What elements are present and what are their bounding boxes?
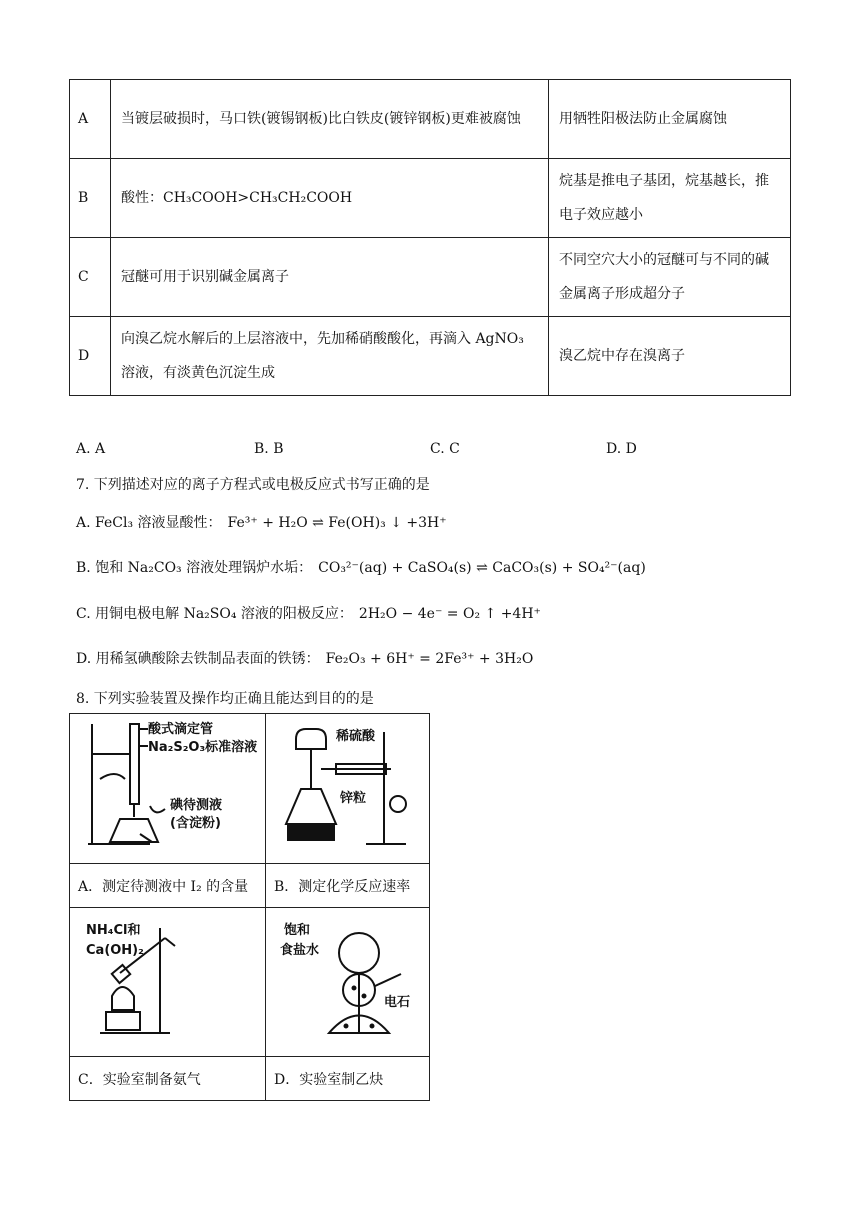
choice-b[interactable]: B. B: [254, 441, 284, 457]
choice-c[interactable]: C. C: [430, 441, 460, 457]
option-prefix: C.: [76, 606, 96, 622]
row-letter: A: [70, 80, 111, 159]
row-explanation: 溴乙烷中存在溴离子: [549, 317, 791, 396]
table-row: [70, 159, 791, 238]
option-text: 饱和 Na₂CO₃ 溶液处理锅炉水垢：: [95, 560, 313, 576]
caption-c-cell: [69, 1056, 266, 1101]
caption-a-cell: [69, 863, 266, 908]
option-equation: 2H₂O − 4e⁻ = O₂ ↑ +4H⁺: [358, 606, 541, 622]
reaction-rate-apparatus-icon: [266, 714, 429, 863]
fig-c-label-1: NH₄Cl和: [86, 923, 141, 938]
fig-d-label-2: 食盐水: [280, 943, 320, 958]
question7-stem: 7. 下列描述对应的离子方程式或电极反应式书写正确的是: [76, 477, 430, 493]
row-fact: 当镀层破损时，马口铁(镀锡钢板)比白铁皮(镀锌钢板)更难被腐蚀: [111, 80, 549, 159]
titration-apparatus-icon: [70, 714, 265, 863]
option-equation: Fe₂O₃ + 6H⁺ = 2Fe³⁺ + 3H₂O: [325, 651, 534, 667]
caption-c: C．实验室制备氨气: [78, 1072, 201, 1088]
caption-a: A．测定待测液中 I₂ 的含量: [78, 879, 249, 895]
question8-stem: 8. 下列实验装置及操作均正确且能达到目的的是: [76, 691, 374, 707]
row-letter: D: [70, 317, 111, 396]
option-prefix: D.: [76, 651, 96, 667]
fig-a-label-2: Na₂S₂O₃标准溶液: [148, 740, 258, 755]
fig-d-label-1: 饱和: [284, 923, 311, 938]
figure-a-cell: [69, 713, 266, 864]
fig-a-label-1: 酸式滴定管: [148, 722, 214, 737]
caption-d-cell: [265, 1056, 430, 1101]
question7-option-d[interactable]: [76, 648, 533, 668]
figure-c-cell: [69, 907, 266, 1057]
row-explanation: 不同空穴大小的冠醚可与不同的碱金属离子形成超分子: [549, 238, 791, 317]
option-text: 用稀氢碘酸除去铁制品表面的铁锈：: [95, 651, 320, 667]
table-row: [70, 238, 791, 317]
option-equation: CO₃²⁻(aq) + CaSO₄(s) ⇌ CaCO₃(s) + SO₄²⁻(aq): [318, 560, 646, 576]
question7-option-b[interactable]: [76, 557, 646, 577]
acetylene-apparatus-icon: [266, 908, 429, 1056]
question7-option-c[interactable]: [76, 603, 541, 623]
fig-b-label-1: 稀硫酸: [336, 729, 376, 744]
fig-b-label-2: 锌粒: [340, 791, 367, 806]
option-equation: Fe³⁺ + H₂O ⇌ Fe(OH)₃ ↓ +3H⁺: [227, 515, 447, 531]
fig-d-label-3: 电石: [384, 995, 411, 1010]
caption-b: B．测定化学反应速率: [274, 879, 411, 895]
question6-table: [69, 79, 791, 396]
row-explanation: 用牺牲阳极法防止金属腐蚀: [549, 80, 791, 159]
choice-a[interactable]: A. A: [76, 441, 106, 457]
choice-d[interactable]: D. D: [606, 441, 637, 457]
row-letter: B: [70, 159, 111, 238]
ammonia-apparatus-icon: [70, 908, 265, 1056]
row-fact: 冠醚可用于识别碱金属离子: [111, 238, 549, 317]
fig-a-label-3: 碘待测液: [170, 798, 223, 813]
row-letter: C: [70, 238, 111, 317]
option-prefix: A.: [76, 515, 96, 531]
figure-d-cell: [265, 907, 430, 1057]
question8-figure-table: [69, 713, 430, 1101]
figure-b-cell: [265, 713, 430, 864]
row-fact: 酸性：CH₃COOH>CH₃CH₂COOH: [111, 159, 549, 238]
caption-b-cell: [265, 863, 430, 908]
fig-a-label-4: (含淀粉): [170, 816, 221, 831]
option-prefix: B.: [76, 560, 96, 576]
table-row: [70, 317, 791, 396]
row-explanation: 烷基是推电子基团，烷基越长，推电子效应越小: [549, 159, 791, 238]
caption-d: D．实验室制乙炔: [274, 1072, 384, 1088]
option-text: FeCl₃ 溶液显酸性：: [95, 515, 222, 531]
row-fact: 向溴乙烷水解后的上层溶液中，先加稀硝酸酸化，再滴入 AgNO₃ 溶液，有淡黄色沉淀生成: [111, 317, 549, 396]
question7-option-a[interactable]: [76, 512, 447, 532]
option-text: 用铜电极电解 Na₂SO₄ 溶液的阳极反应：: [95, 606, 353, 622]
table-row: [70, 80, 791, 159]
fig-c-label-2: Ca(OH)₂: [86, 943, 144, 958]
